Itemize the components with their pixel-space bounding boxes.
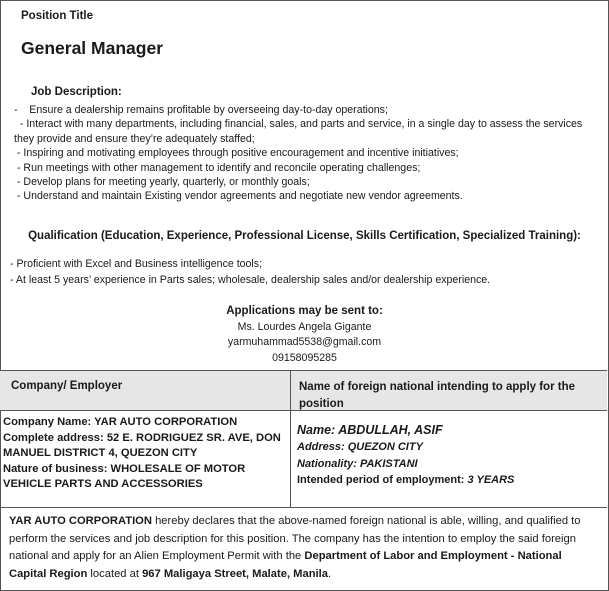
position-label: Position Title [21, 10, 93, 22]
list-item: - Interact with many departments, including financial, sales, and parts and service, in a single day to assess the services they provide and ensure they’re adequately staffed; [14, 118, 586, 145]
employment-period [297, 472, 602, 489]
foreign-national-cell [291, 411, 607, 507]
contact-name: Ms. Lourdes Angela Gigante [237, 320, 372, 333]
declaration-paragraph [9, 513, 601, 583]
contact-email: yarmuhammad5538@gmail.com [227, 336, 382, 348]
foreign-nationality: Nationality: PAKISTANI [297, 457, 418, 470]
foreign-name: Name: ABDULLAH, ASIF [297, 423, 443, 437]
table-header-foreign-national [291, 371, 607, 411]
nature-of-business: Nature of business: WHOLESALE OF MOTOR VEHICLE PARTS AND ACCESSORIES [3, 462, 246, 491]
period-value: 3 YEARS [467, 474, 515, 487]
foreign-address: Address: QUEZON CITY [297, 440, 423, 453]
declaration-address: 967 Maligaya Street, Malate, Manila [142, 567, 328, 580]
company-name: Company Name: YAR AUTO CORPORATION [3, 416, 238, 428]
company-address: Complete address: 52 E. RODRIGUEZ SR. AVE, DON MANUEL DISTRICT 4, QUEZON CITY [3, 431, 281, 460]
table-header-label: Name of foreign national intending to apply for the position [299, 381, 575, 410]
list-item: - Proficient with Excel and Business intelligence tools; [10, 258, 263, 270]
list-item: - Understand and maintain Existing vendor agreements and negotiate new vendor agreements. [14, 190, 463, 203]
qualification-heading: Qualification (Education, Experience, Professional License, Skills Certification, Specialized Training): [28, 230, 581, 242]
position-title: General Manager [21, 38, 163, 58]
qualification-list [10, 256, 490, 288]
list-item: - Run meetings with other management to identify and reconcile operating challenges; [14, 161, 421, 174]
employer-cell [0, 411, 291, 507]
declaration-company: YAR AUTO CORPORATION [9, 515, 152, 527]
declaration-department: Department of Labor and Employment - National Capital Region [9, 550, 562, 580]
list-item: - Develop plans for meeting yearly, quarterly, or monthly goals; [14, 176, 310, 189]
list-item: - Ensure a dealership remains profitable by overseeing day-to-day operations; [14, 104, 388, 116]
list-item: - At least 5 years’ experience in Parts sales; wholesale, dealership sales and/or dealership experience. [10, 274, 491, 286]
job-description-heading: Job Description: [31, 86, 122, 98]
job-description-list [14, 103, 599, 204]
declaration-text: hereby declares that the above-named foreign national is able, willing, and qualified to perform the services and job description for this position. The company has the intention to employ the said foreign national and apply for an Alien Employment Permit with the [9, 515, 581, 563]
table-header-employer [0, 371, 291, 411]
employer-table [0, 370, 607, 508]
period-label: Intended period of employment: [297, 474, 468, 487]
declaration-text: located at [87, 567, 143, 580]
applications-block [0, 304, 609, 366]
contact-phone: 09158095285 [272, 351, 337, 364]
declaration-text: . [327, 567, 332, 580]
list-item: - Inspiring and motivating employees through positive encouragement and incentive initiatives; [14, 147, 459, 160]
table-header-label: Company/ Employer [11, 380, 123, 392]
applications-heading: Applications may be sent to: [226, 305, 383, 317]
